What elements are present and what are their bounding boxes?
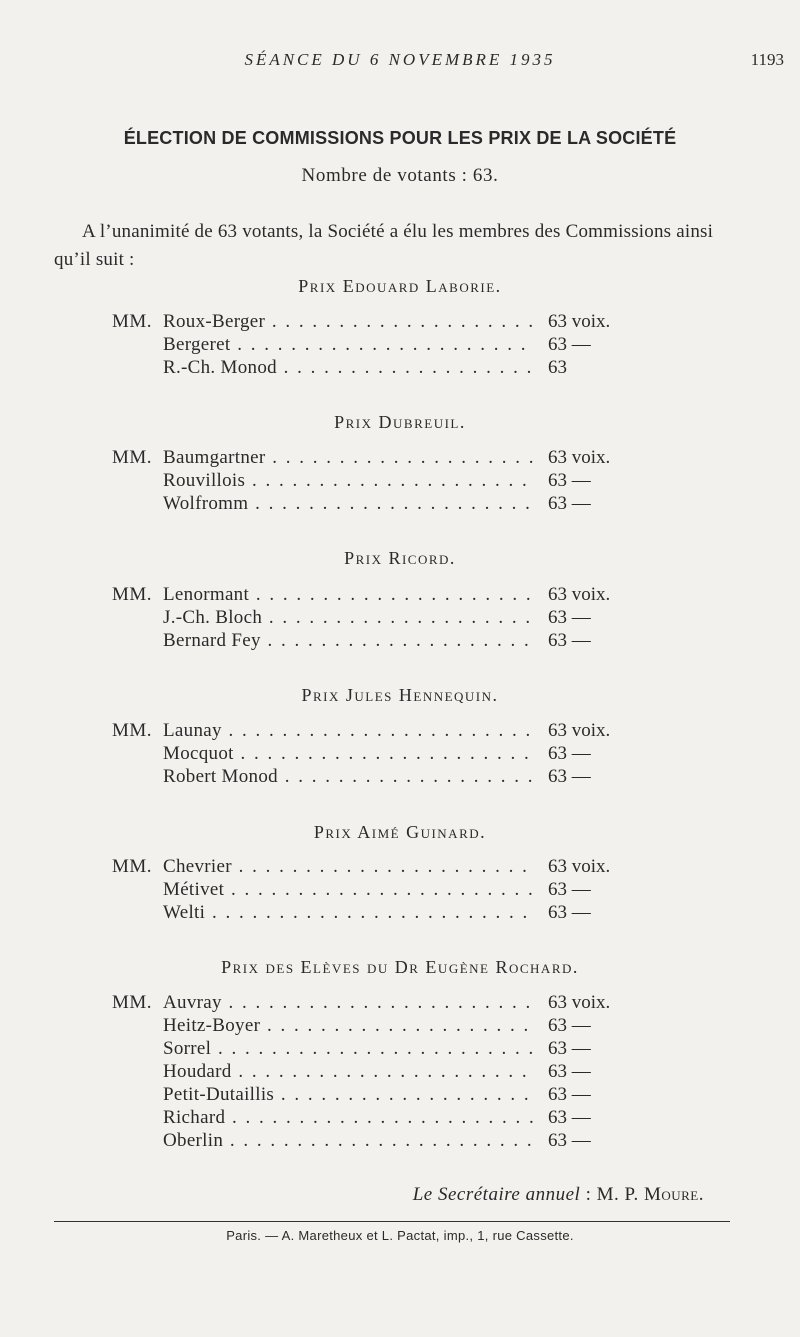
signature-role: Le Secrétaire annuel [412, 1184, 581, 1205]
vote-count: 63 — [548, 493, 591, 514]
list-item [0, 583, 800, 607]
section-title: Prix des Elèves du Dr Eugène Rochard. [221, 957, 579, 977]
list-item [0, 1060, 800, 1084]
list-item [0, 1083, 800, 1107]
vote-count: 63 — [548, 1107, 591, 1128]
member-name: Richard . . . [163, 1106, 533, 1130]
vote-count: 63 voix. [548, 311, 611, 332]
list-item [0, 901, 800, 925]
intro-paragraph: A l’unanimité de 63 votants, la Société a élu les membres des Commissions ainsi qu’il suit : [54, 221, 714, 270]
member-name: Lenormant . . . [163, 583, 533, 607]
vote-count: 63 — [548, 334, 591, 355]
vote-count: 63 — [548, 1084, 591, 1105]
member-name: Petit-Dutaillis . . . [163, 1083, 533, 1107]
member-name: Mocquot . . . [163, 742, 533, 766]
vote-count: 63 — [548, 1061, 591, 1082]
member-name: Chevrier . . . [163, 855, 533, 879]
list-item [0, 492, 800, 516]
list-item [0, 742, 800, 766]
voters-count: Nombre de votants : 63. [301, 165, 499, 186]
signature-name: M. P. Moure. [596, 1184, 704, 1205]
list-item [0, 1106, 800, 1130]
member-name: Oberlin . . . [163, 1129, 533, 1153]
list-item [0, 356, 800, 380]
section-title: Prix Ricord. [344, 548, 456, 568]
mm-label: MM. [112, 584, 153, 605]
signature-separator: : [580, 1184, 597, 1205]
list-item [0, 310, 800, 334]
list-item [0, 446, 800, 470]
signature [413, 1184, 704, 1206]
member-name: Roux-Berger . . . [163, 310, 533, 334]
vote-count: 63 — [548, 1015, 591, 1036]
list-item [0, 878, 800, 902]
member-name: R.-Ch. Monod . . . [163, 356, 533, 380]
mm-label: MM. [112, 720, 153, 741]
list-item [0, 1014, 800, 1038]
vote-count: 63 voix. [548, 856, 611, 877]
vote-count: 63 — [548, 879, 591, 900]
vote-count: 63 voix. [548, 584, 611, 605]
member-name: Wolfromm . . . [163, 492, 533, 516]
list-item [0, 469, 800, 493]
mm-label: MM. [112, 856, 153, 877]
vote-count: 63 voix. [548, 720, 611, 741]
section-title: Prix Edouard Laborie. [298, 276, 502, 296]
member-name: Bergeret . . . [163, 333, 533, 357]
mm-label: MM. [112, 992, 153, 1013]
footer-divider [54, 1221, 730, 1222]
member-name: Welti . . . [163, 901, 533, 925]
member-name: Launay . . . [163, 719, 533, 743]
member-name: Auvray . . . [163, 991, 533, 1015]
section-title: Prix Jules Hennequin. [301, 685, 499, 705]
mm-label: MM. [112, 447, 153, 468]
vote-count: 63 — [548, 470, 591, 491]
list-item [0, 333, 800, 357]
section-title: Prix Dubreuil. [334, 412, 466, 432]
vote-count: 63 — [548, 1130, 591, 1151]
vote-count: 63 — [548, 902, 591, 923]
member-name: Métivet . . . [163, 878, 533, 902]
vote-count: 63 voix. [548, 992, 611, 1013]
list-item [0, 991, 800, 1015]
vote-count: 63 — [548, 766, 591, 787]
member-name: J.-Ch. Bloch . . . [163, 606, 533, 630]
vote-count: 63 — [548, 607, 591, 628]
section-title: Prix Aimé Guinard. [313, 822, 487, 842]
running-title: SÉANCE DU 6 NOVEMBRE 1935 [244, 50, 556, 69]
vote-count: 63 — [548, 743, 591, 764]
member-name: Houdard . . . [163, 1060, 533, 1084]
member-name: Sorrel . . . [163, 1037, 533, 1061]
list-item [0, 719, 800, 743]
list-item [0, 629, 800, 653]
running-header [0, 48, 800, 76]
list-item [0, 606, 800, 630]
member-name: Bernard Fey . . . [163, 629, 533, 653]
vote-count: 63 voix. [548, 447, 611, 468]
list-item [0, 855, 800, 879]
member-name: Heitz-Boyer . . . [163, 1014, 533, 1038]
member-name: Robert Monod . . . [163, 765, 533, 789]
list-item [0, 1129, 800, 1153]
printer-footer: Paris. — A. Maretheux et L. Pactat, imp., 1, rue Cassette. [226, 1228, 574, 1243]
list-item [0, 765, 800, 789]
page-number: 1193 [750, 50, 784, 69]
vote-count: 63 — [548, 1038, 591, 1059]
member-name: Baumgartner . . . [163, 446, 533, 470]
member-name: Rouvillois . . . [163, 469, 533, 493]
mm-label: MM. [112, 311, 153, 332]
vote-count: 63 — [548, 630, 591, 651]
list-item [0, 1037, 800, 1061]
main-heading: ÉLECTION DE COMMISSIONS POUR LES PRIX DE LA SOCIÉTÉ [123, 128, 677, 148]
vote-count: 63 [548, 357, 567, 378]
